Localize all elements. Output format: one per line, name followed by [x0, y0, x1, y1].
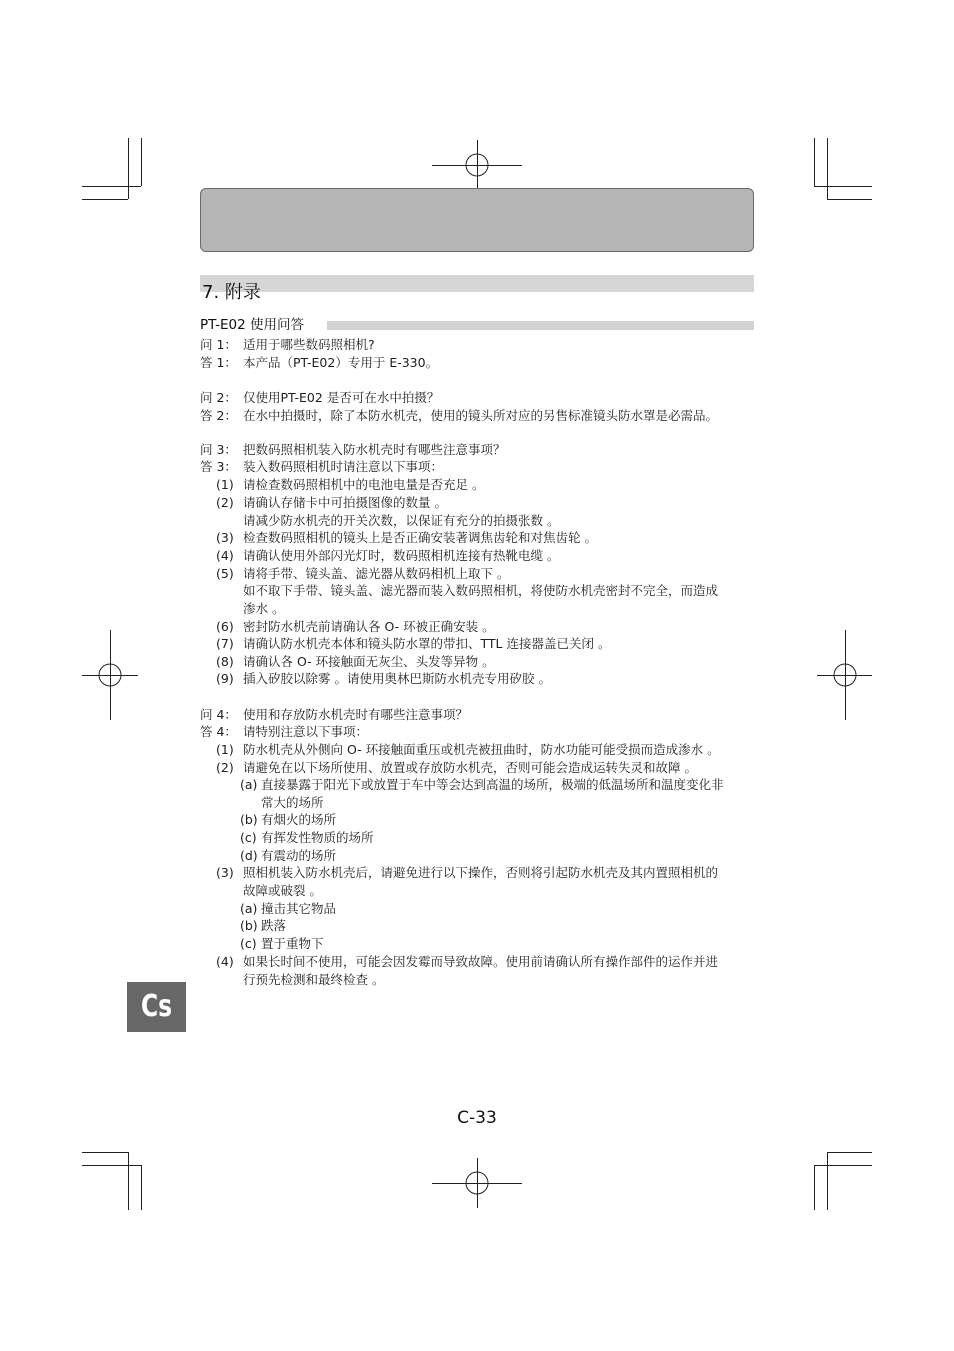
- list-item-number: (5): [216, 566, 234, 581]
- answer-label: 答 3：: [200, 459, 237, 474]
- sub-list-item-label: (c): [240, 936, 257, 951]
- list-item-continuation: [0, 582, 954, 600]
- registration-mark-bottom: [432, 1158, 522, 1208]
- sub-list-item: [0, 900, 954, 918]
- list-item: [0, 635, 954, 653]
- language-tab-label: Cs: [140, 989, 173, 1024]
- list-item-text: 请将手带、镜头盖、滤光器从数码相机上取下 。: [243, 566, 510, 581]
- sub-list-item: [0, 811, 954, 829]
- sub-list-item-text: 跌落: [261, 918, 287, 933]
- sub-list-item-text: 有烟火的场所: [261, 812, 337, 827]
- crop-mark-top-left: [82, 138, 142, 200]
- crop-mark-bottom-right: [814, 1152, 872, 1210]
- sub-list-item-text: 有挥发性物质的场所: [261, 830, 374, 845]
- sub-list-item: [0, 935, 954, 953]
- page-number: C-33: [457, 1108, 497, 1128]
- answer-label: 答 2：: [200, 408, 237, 423]
- list-item: [0, 741, 954, 759]
- question-label: 问 1：: [200, 337, 237, 352]
- list-item-text: 照相机装入防水机壳后，请避免进行以下操作，否则将引起防水机壳及其内置照相机的: [243, 865, 719, 880]
- answer-text: 请特别注意以下事项：: [243, 724, 369, 739]
- list-item: [0, 476, 954, 494]
- list-item-number: (9): [216, 671, 234, 686]
- language-tab: [127, 982, 186, 1032]
- question-line: [0, 389, 954, 407]
- sub-list-item-label: (b): [240, 812, 258, 827]
- list-item: [0, 565, 954, 583]
- list-item-number: (1): [216, 742, 234, 757]
- list-item-continuation: [0, 600, 954, 618]
- list-item-number: (7): [216, 636, 234, 651]
- list-item-text: 请确认各 O- 环接触面无灰尘、头发等异物 。: [243, 654, 495, 669]
- list-item-number: (3): [216, 865, 234, 880]
- list-item-text: 插入矽胶以除雾 。请使用奥林巴斯防水机壳专用矽胶 。: [243, 671, 551, 686]
- sub-list-item-label: (b): [240, 918, 258, 933]
- question-label: 问 2：: [200, 390, 237, 405]
- sub-list-item-text: 常大的场所: [261, 795, 324, 810]
- list-item: [0, 759, 954, 777]
- answer-line: [0, 458, 954, 476]
- list-item: [0, 864, 954, 882]
- question-line: [0, 441, 954, 459]
- list-item-text: 检查数码照相机的镜头上是否正确安装著调焦齿轮和对焦齿轮 。: [243, 530, 597, 545]
- list-item-text: 故障或破裂 。: [243, 883, 322, 898]
- answer-line: [0, 354, 954, 372]
- list-item-number: (2): [216, 495, 234, 510]
- list-item-number: (3): [216, 530, 234, 545]
- subsection-title: PT-E02 使用问答: [200, 317, 305, 333]
- question-line: [0, 336, 954, 354]
- crop-mark-top-right: [814, 138, 872, 200]
- list-item-text: 请确认存储卡中可拍摄图像的数量 。: [243, 495, 447, 510]
- list-item-text: 请检查数码照相机中的电池电量是否充足 。: [243, 477, 485, 492]
- list-item: [0, 618, 954, 636]
- list-item-text: 行预先检测和最终检查 。: [243, 972, 385, 987]
- list-item: [0, 653, 954, 671]
- list-item-text: 如果长时间不使用，可能会因发霉而导致故障。使用前请确认所有操作部件的运作并进: [243, 954, 719, 969]
- list-item-text: 渗水 。: [243, 601, 285, 616]
- list-item-text: 请确认使用外部闪光灯时，数码照相机连接有热靴电缆 。: [243, 548, 560, 563]
- question-line: [0, 706, 954, 724]
- section-title: 7. 附录: [202, 282, 261, 303]
- list-item-number: (1): [216, 477, 234, 492]
- list-item: [0, 953, 954, 971]
- list-item-text: 请避免在以下场所使用、放置或存放防水机壳，否则可能会造成运转失灵和故障 。: [243, 760, 697, 775]
- answer-line: [0, 723, 954, 741]
- list-item: [0, 670, 954, 688]
- sub-list-item-text: 撞击其它物品: [261, 901, 337, 916]
- list-item: [0, 494, 954, 512]
- question-text: 使用和存放防水机壳时有哪些注意事项？: [243, 707, 469, 722]
- list-item: [0, 547, 954, 565]
- answer-line: [0, 407, 954, 425]
- sub-list-item-label: (a): [240, 777, 258, 792]
- answer-text: 本产品（PT-E02）专用于 E-330。: [243, 355, 439, 370]
- list-item-text: 如不取下手带、镜头盖、滤光器而装入数码照相机，将使防水机壳密封不完全，而造成: [243, 583, 719, 598]
- list-item-text: 请减少防水机壳的开关次数，以保证有充分的拍摄张数 。: [243, 513, 560, 528]
- sub-list-item-label: (a): [240, 901, 258, 916]
- sub-list-item-text: 有震动的场所: [261, 848, 337, 863]
- question-label: 问 3：: [200, 442, 237, 457]
- list-item-text: 密封防水机壳前请确认各 O- 环被正确安装 。: [243, 619, 495, 634]
- sub-list-item-label: (c): [240, 830, 257, 845]
- sub-list-item-continuation: [0, 794, 954, 812]
- question-text: 仅使用PT-E02 是否可在水中拍摄？: [243, 390, 440, 405]
- list-item: [0, 529, 954, 547]
- answer-text: 装入数码照相机时请注意以下事项：: [243, 459, 444, 474]
- list-item-number: (2): [216, 760, 234, 775]
- list-item-continuation: [0, 512, 954, 530]
- list-item-text: 请确认防水机壳本体和镜头防水罩的带扣、TTL 连接器盖已关闭 。: [243, 636, 611, 651]
- question-text: 把数码照相机装入防水机壳时有哪些注意事项？: [243, 442, 506, 457]
- sub-list-item: [0, 917, 954, 935]
- list-item-number: (8): [216, 654, 234, 669]
- sub-list-item: [0, 776, 954, 794]
- section-header-bar: [200, 275, 754, 292]
- registration-mark-top: [432, 140, 522, 190]
- sub-list-item-label: (d): [240, 848, 258, 863]
- sub-list-item: [0, 829, 954, 847]
- subsection-rule: [327, 321, 754, 330]
- sub-list-item-text: 置于重物下: [261, 936, 324, 951]
- list-item-number: (4): [216, 954, 234, 969]
- answer-label: 答 1：: [200, 355, 237, 370]
- answer-label: 答 4：: [200, 724, 237, 739]
- question-label: 问 4：: [200, 707, 237, 722]
- question-text: 适用于哪些数码照相机?: [243, 337, 375, 352]
- list-item-text: 防水机壳从外侧向 O- 环接触面重压或机壳被扭曲时，防水功能可能受损而造成渗水 。: [243, 742, 720, 757]
- sub-list-item-text: 直接暴露于阳光下或放置于车中等会达到高温的场所，极端的低温场所和温度变化非: [261, 777, 724, 792]
- list-item-continuation: [0, 882, 954, 900]
- list-item-number: (6): [216, 619, 234, 634]
- list-item-number: (4): [216, 548, 234, 563]
- answer-text: 在水中拍摄时，除了本防水机壳，使用的镜头所对应的另售标准镜头防水罩是必需品。: [243, 408, 719, 423]
- sub-list-item: [0, 847, 954, 865]
- crop-mark-bottom-left: [82, 1152, 142, 1210]
- chapter-header-box: [200, 188, 754, 252]
